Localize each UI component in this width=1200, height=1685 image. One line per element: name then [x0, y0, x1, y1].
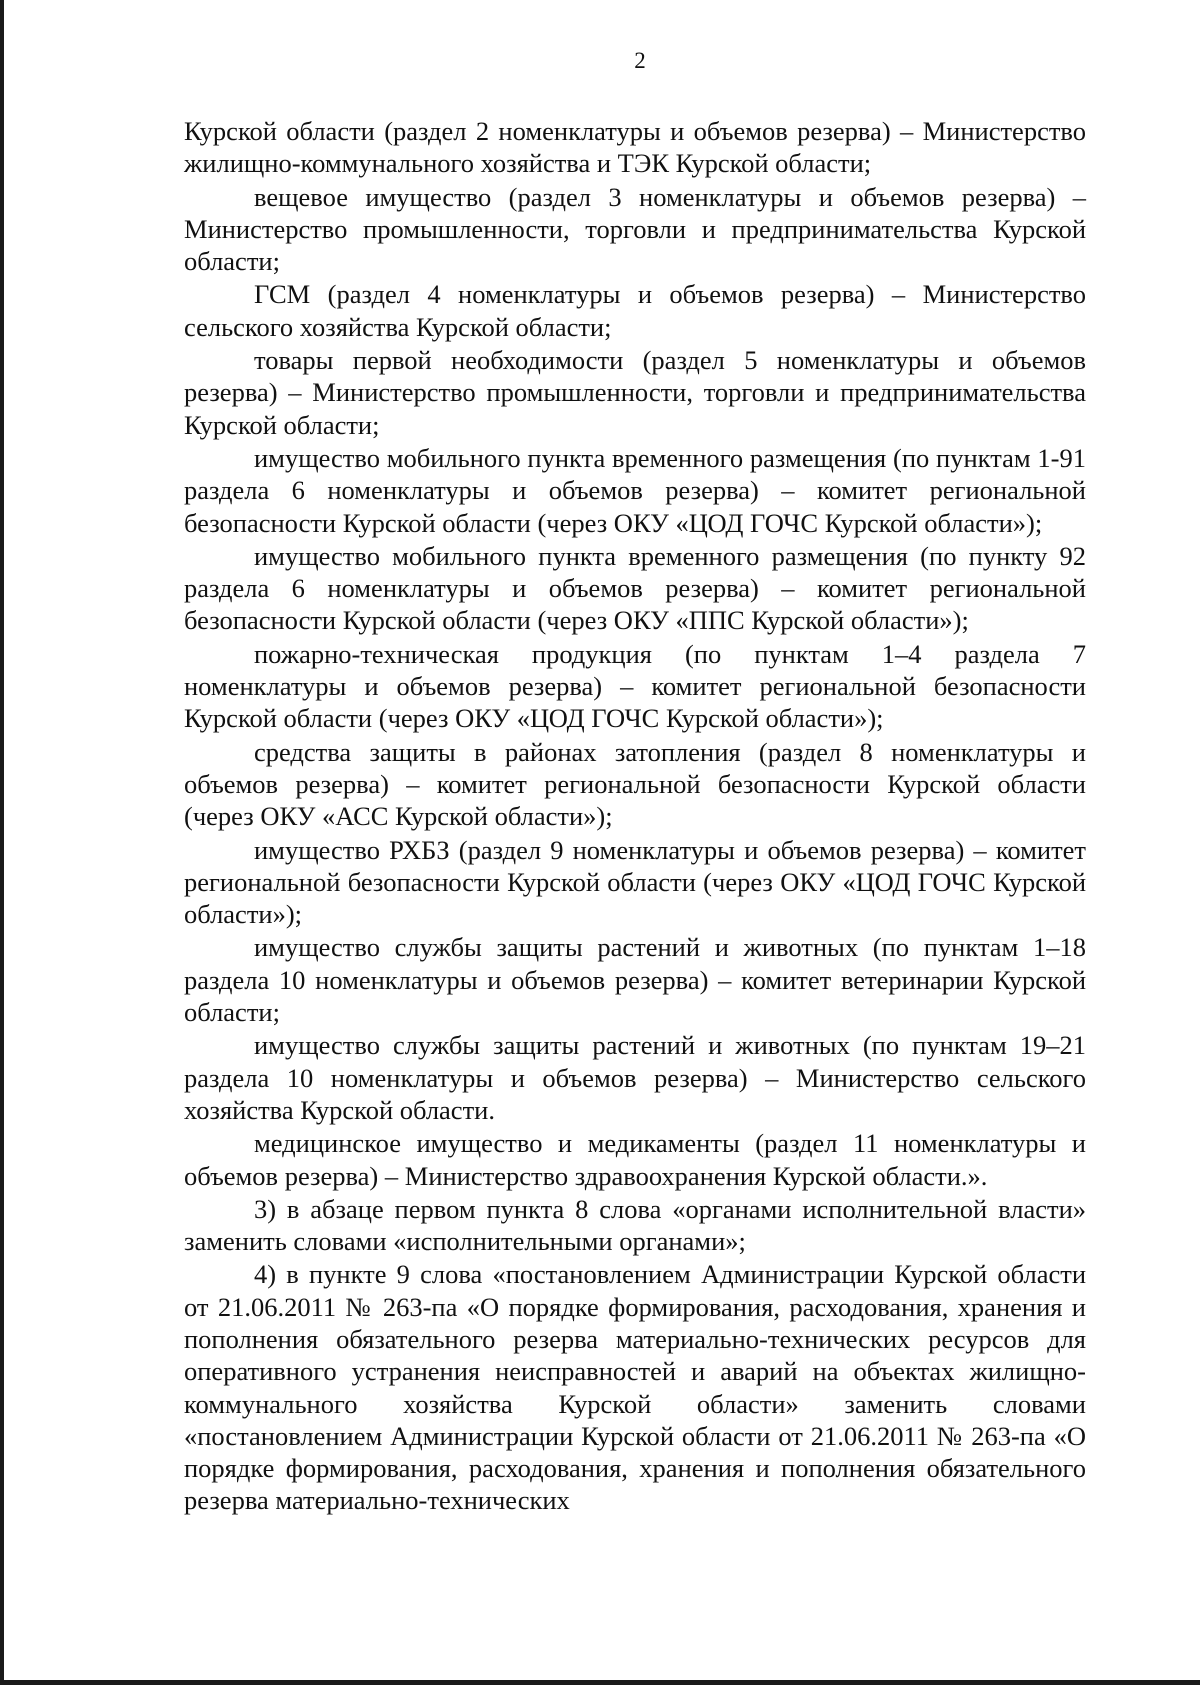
paragraph: 4) в пункте 9 слова «постановлением Администрации Курской области от 21.06.2011 № 263-па «О порядке формирования, расходования, хранения и пополнения обязательного резерва материально-технических ресурсов для оперативного устранения неисправностей и аварий на объектах жилищно-коммунального хозяйства Курской области» заменить словами «постановлением Администрации Курской области от 21.06.2011 № 263-па «О порядке формирования, расходования, хранения и пополнения обязательного резерва материально-технических	[184, 1259, 1086, 1516]
paragraph: товары первой необходимости (раздел 5 номенклатуры и объемов резерва) – Министерство промышленности, торговли и предпринимательства Курской области;	[184, 345, 1086, 440]
paragraph: пожарно-техническая продукция (по пунктам 1–4 раздела 7 номенклатуры и объемов резерва) – комитет региональной безопасности Курской области (через ОКУ «ЦОД ГОЧС Курской области»);	[184, 638, 1086, 734]
paragraph: имущество РХБЗ (раздел 9 номенклатуры и объемов резерва) – комитет региональной безопасности Курской области (через ОКУ «ЦОД ГОЧС Курской области»);	[184, 834, 1086, 930]
paragraph: медицинское имущество и медикаменты (раздел 11 номенклатуры и объемов резерва) – Министерство здравоохранения Курской области.».	[184, 1128, 1086, 1191]
paragraph: имущество службы защиты растений и животных (по пунктам 19–21 раздела 10 номенклатуры и объемов резерва) – Министерство сельского хозяйства Курской области.	[184, 1030, 1086, 1125]
scan-edge-bottom	[0, 1680, 1200, 1685]
document-body	[184, 115, 1086, 1518]
paragraph: средства защиты в районах затопления (раздел 8 номенклатуры и объемов резерва) – комитет региональной безопасности Курской области (через ОКУ «АСС Курской области»);	[184, 736, 1086, 832]
paragraph: ГСМ (раздел 4 номенклатуры и объемов резерва) – Министерство сельского хозяйства Курской области;	[184, 279, 1086, 342]
page-number: 2	[634, 48, 646, 73]
paragraph: имущество службы защиты растений и животных (по пунктам 1–18 раздела 10 номенклатуры и объемов резерва) – комитет ветеринарии Курской области;	[184, 932, 1086, 1028]
paragraph: 3) в абзаце первом пункта 8 слова «органами исполнительной власти» заменить словами «исполнительными органами»;	[184, 1193, 1086, 1257]
paragraph: Курской области (раздел 2 номенклатуры и объемов резерва) – Министерство жилищно-коммунального хозяйства и ТЭК Курской области;	[184, 116, 1086, 179]
paragraph: вещевое имущество (раздел 3 номенклатуры и объемов резерва) – Министерство промышленности, торговли и предпринимательства Курской области;	[184, 181, 1086, 277]
paragraph: имущество мобильного пункта временного размещения (по пункту 92 раздела 6 номенклатуры и объемов резерва) – комитет региональной безопасности Курской области (через ОКУ «ППС Курской области»);	[184, 540, 1086, 636]
scan-edge-left	[0, 0, 4, 1685]
paragraph: имущество мобильного пункта временного размещения (по пунктам 1-91 раздела 6 номенклатуры и объемов резерва) – комитет региональной безопасности Курской области (через ОКУ «ЦОД ГОЧС Курской области»);	[184, 442, 1086, 538]
